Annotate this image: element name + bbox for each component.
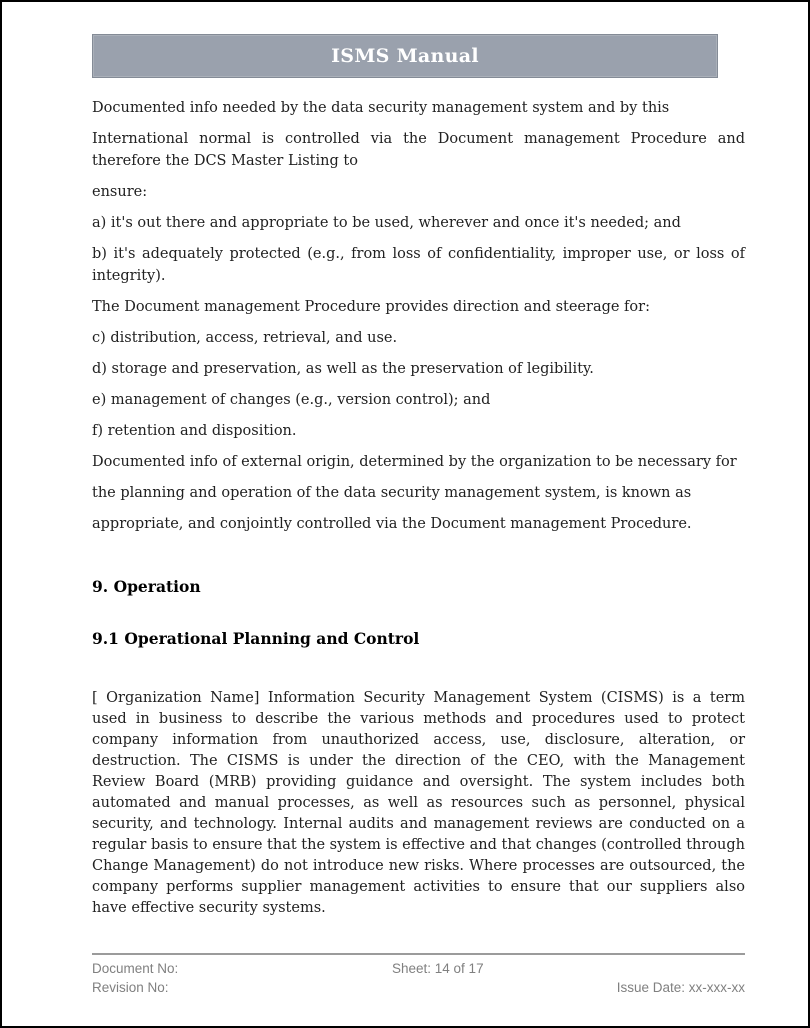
paragraph: d) storage and preservation, as well as the preservation of legibility.	[92, 361, 594, 377]
document-body	[92, 97, 745, 919]
issue-date-label: Issue Date: xx-xxx-xx	[616, 980, 745, 995]
main-paragraph: [ Organization Name] Information Security Management System (CISMS) is a term used in business to describe the various methods and procedures used to protect company information from unauthorized access, use, disclosure, alteration, or destruction. The CISMS is under the direction of the CEO, with the Management Review Board (MRB) providing guidance and oversight. The system includes both automated and manual processes, as well as resources such as personnel, physical security, and technology. Internal audits and management reviews are conducted on a regular basis to ensure that the system is effective and that changes (controlled through Change Management) do not introduce new risks. Where processes are outsourced, the company performs supplier management activities to ensure that our suppliers also have effective security systems.	[92, 690, 745, 916]
sheet-number-label: Sheet: 14 of 17	[392, 961, 484, 976]
paragraph: a) it's out there and appropriate to be used, wherever and once it's needed; and	[92, 215, 681, 231]
paragraph: Documented info of external origin, determined by the organization to be necessary for	[92, 454, 737, 470]
page-footer	[92, 953, 745, 1003]
paragraph: The Document management Procedure provides direction and steerage for:	[92, 299, 650, 315]
subsection-heading-operational-planning: 9.1 Operational Planning and Control	[92, 629, 420, 648]
paragraph: f) retention and disposition.	[92, 423, 297, 439]
paragraph: appropriate, and conjointly controlled via the Document management Procedure.	[92, 516, 692, 532]
paragraph: International normal is controlled via the Document management Procedure and therefore the DCS Master Listing to	[92, 131, 745, 169]
paragraph: ensure:	[92, 184, 148, 200]
page-title: ISMS Manual	[331, 45, 479, 67]
paragraph: the planning and operation of the data security management system, is known as	[92, 485, 692, 501]
paragraph: Documented info needed by the data security management system and by this	[92, 100, 670, 116]
section-heading-operation: 9. Operation	[92, 577, 201, 596]
document-no-label: Document No:	[92, 961, 179, 976]
paragraph: c) distribution, access, retrieval, and use.	[92, 330, 398, 346]
document-title-bar	[92, 34, 718, 78]
revision-no-label: Revision No:	[92, 980, 169, 995]
paragraph: e) management of changes (e.g., version control); and	[92, 392, 491, 408]
paragraph: b) it's adequately protected (e.g., from loss of confidentiality, improper use, or loss of integrity).	[92, 246, 745, 284]
